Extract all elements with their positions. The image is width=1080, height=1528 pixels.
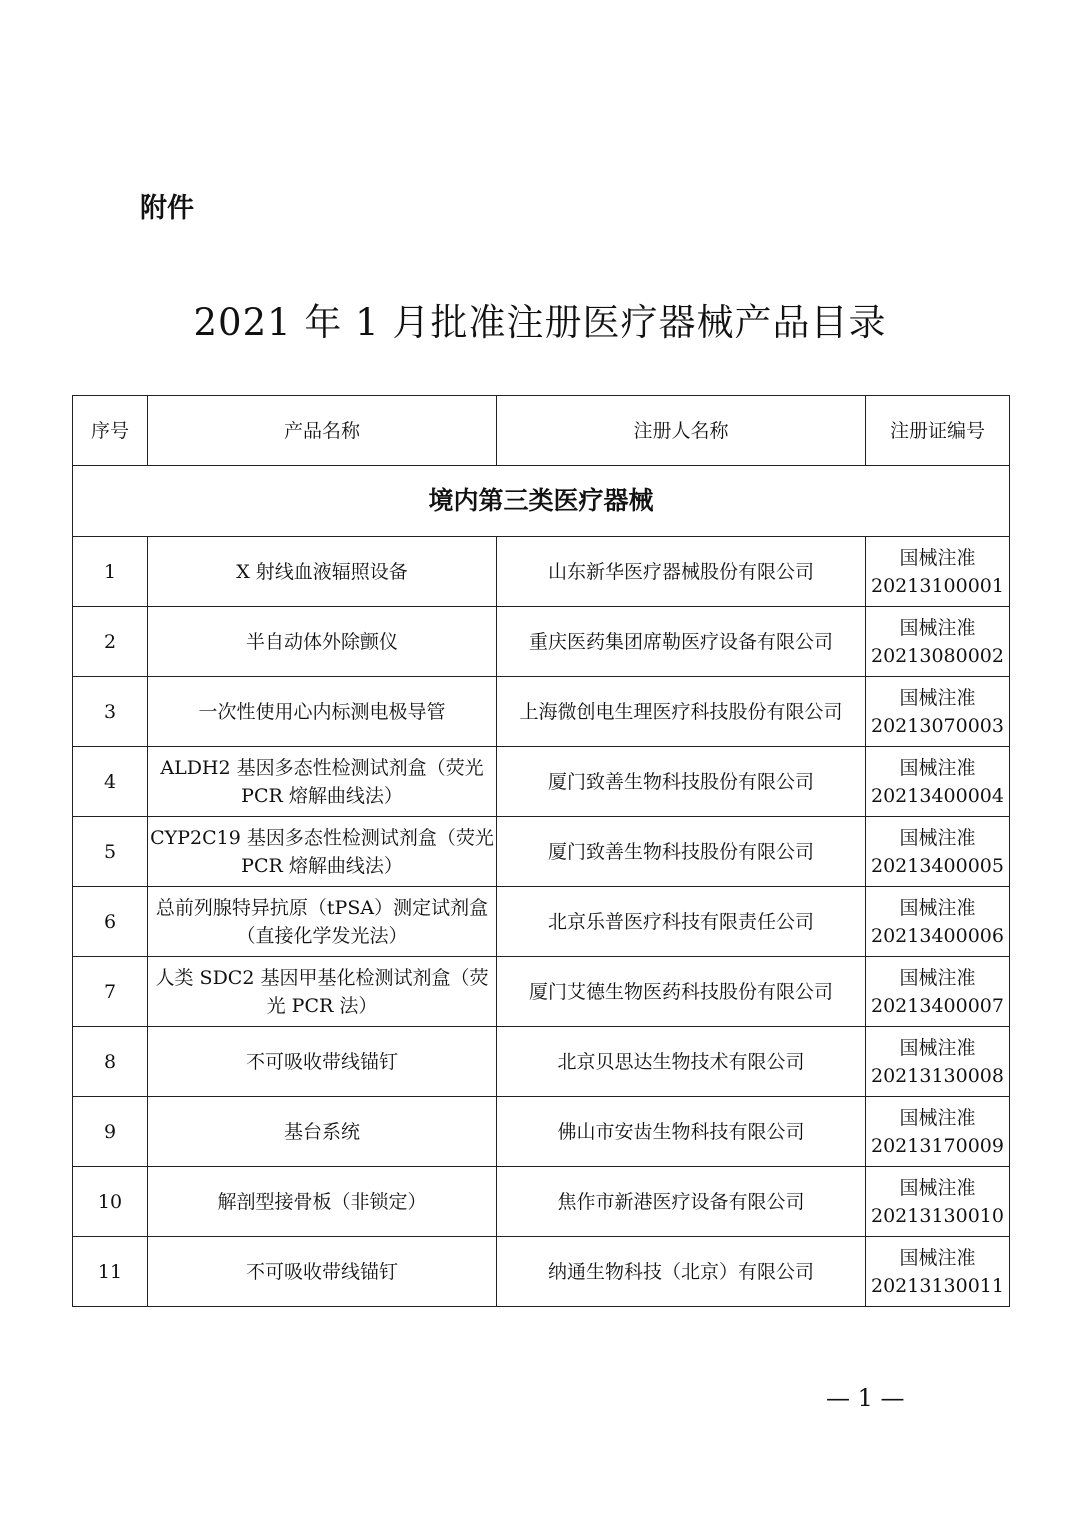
header-cert-no: 注册证编号	[866, 396, 1010, 466]
cert-number: 20213400005	[871, 854, 1004, 877]
cell-registrant-name: 佛山市安齿生物科技有限公司	[497, 1097, 866, 1167]
cell-registrant-name: 北京贝思达生物技术有限公司	[497, 1027, 866, 1097]
attachment-label: 附件	[140, 193, 194, 224]
cell-no: 8	[73, 1027, 148, 1097]
product-catalog-table	[72, 395, 1010, 1307]
cert-prefix: 国械注准	[899, 896, 976, 919]
cell-no: 5	[73, 817, 148, 887]
table-row	[73, 1027, 1010, 1097]
cell-registrant-name: 山东新华医疗器械股份有限公司	[497, 537, 866, 607]
cert-prefix: 国械注准	[899, 1176, 976, 1199]
cell-product-name: 解剖型接骨板（非锁定）	[148, 1167, 497, 1237]
cell-no: 7	[73, 957, 148, 1027]
table-row	[73, 887, 1010, 957]
cell-no: 4	[73, 747, 148, 817]
cert-number: 20213170009	[871, 1134, 1004, 1157]
cell-cert-no	[866, 887, 1010, 957]
cell-product-name: 一次性使用心内标测电极导管	[148, 677, 497, 747]
cert-prefix: 国械注准	[899, 1106, 976, 1129]
table-row	[73, 1237, 1010, 1307]
table-row	[73, 1167, 1010, 1237]
cell-cert-no	[866, 607, 1010, 677]
cell-no: 10	[73, 1167, 148, 1237]
cert-number: 20213130010	[871, 1204, 1004, 1227]
cert-prefix: 国械注准	[899, 826, 976, 849]
table-row	[73, 607, 1010, 677]
page-title: 2021 年 1 月批准注册医疗器械产品目录	[193, 301, 887, 344]
cell-no: 9	[73, 1097, 148, 1167]
table-row	[73, 537, 1010, 607]
cert-number: 20213400004	[871, 784, 1004, 807]
cell-no: 1	[73, 537, 148, 607]
cell-registrant-name: 焦作市新港医疗设备有限公司	[497, 1167, 866, 1237]
section-title: 境内第三类医疗器械	[73, 466, 1010, 537]
cert-prefix: 国械注准	[899, 966, 976, 989]
cert-number: 20213080002	[871, 644, 1004, 667]
cell-cert-no	[866, 1097, 1010, 1167]
cell-product-name: 不可吸收带线锚钉	[148, 1237, 497, 1307]
table-row	[73, 747, 1010, 817]
cell-no: 11	[73, 1237, 148, 1307]
header-no: 序号	[73, 396, 148, 466]
cell-registrant-name: 厦门致善生物科技股份有限公司	[497, 747, 866, 817]
cell-cert-no	[866, 677, 1010, 747]
header-product-name: 产品名称	[148, 396, 497, 466]
table-row	[73, 1097, 1010, 1167]
cell-product-name: CYP2C19 基因多态性检测试剂盒（荧光 PCR 熔解曲线法）	[148, 817, 497, 887]
page-number: — 1 —	[826, 1384, 905, 1412]
table-row	[73, 817, 1010, 887]
cell-product-name: 基台系统	[148, 1097, 497, 1167]
cell-registrant-name: 北京乐普医疗科技有限责任公司	[497, 887, 866, 957]
cell-registrant-name: 上海微创电生理医疗科技股份有限公司	[497, 677, 866, 747]
cell-cert-no	[866, 1237, 1010, 1307]
table-row	[73, 677, 1010, 747]
table-row	[73, 957, 1010, 1027]
cell-product-name: 半自动体外除颤仪	[148, 607, 497, 677]
cell-registrant-name: 纳通生物科技（北京）有限公司	[497, 1237, 866, 1307]
cell-product-name: 不可吸收带线锚钉	[148, 1027, 497, 1097]
cell-product-name: ALDH2 基因多态性检测试剂盒（荧光 PCR 熔解曲线法）	[148, 747, 497, 817]
cell-product-name: 总前列腺特异抗原（tPSA）测定试剂盒（直接化学发光法）	[148, 887, 497, 957]
cert-prefix: 国械注准	[899, 616, 976, 639]
cert-number: 20213130011	[871, 1274, 1004, 1297]
cell-no: 2	[73, 607, 148, 677]
cert-prefix: 国械注准	[899, 1036, 976, 1059]
cell-cert-no	[866, 1027, 1010, 1097]
cert-number: 20213070003	[871, 714, 1004, 737]
cert-prefix: 国械注准	[899, 686, 976, 709]
cell-registrant-name: 重庆医药集团席勒医疗设备有限公司	[497, 607, 866, 677]
cell-no: 6	[73, 887, 148, 957]
cert-number: 20213400006	[871, 924, 1004, 947]
cell-product-name: 人类 SDC2 基因甲基化检测试剂盒（荧光 PCR 法）	[148, 957, 497, 1027]
cell-registrant-name: 厦门致善生物科技股份有限公司	[497, 817, 866, 887]
table-header-row	[73, 396, 1010, 466]
cell-product-name: X 射线血液辐照设备	[148, 537, 497, 607]
cell-cert-no	[866, 957, 1010, 1027]
cell-no: 3	[73, 677, 148, 747]
cert-prefix: 国械注准	[899, 546, 976, 569]
cell-cert-no	[866, 537, 1010, 607]
header-registrant-name: 注册人名称	[497, 396, 866, 466]
cert-number: 20213100001	[871, 574, 1004, 597]
cert-prefix: 国械注准	[899, 756, 976, 779]
section-row	[73, 466, 1010, 537]
cell-cert-no	[866, 1167, 1010, 1237]
cert-prefix: 国械注准	[899, 1246, 976, 1269]
cell-cert-no	[866, 747, 1010, 817]
cert-number: 20213130008	[871, 1064, 1004, 1087]
cert-number: 20213400007	[871, 994, 1004, 1017]
cell-cert-no	[866, 817, 1010, 887]
cell-registrant-name: 厦门艾德生物医药科技股份有限公司	[497, 957, 866, 1027]
